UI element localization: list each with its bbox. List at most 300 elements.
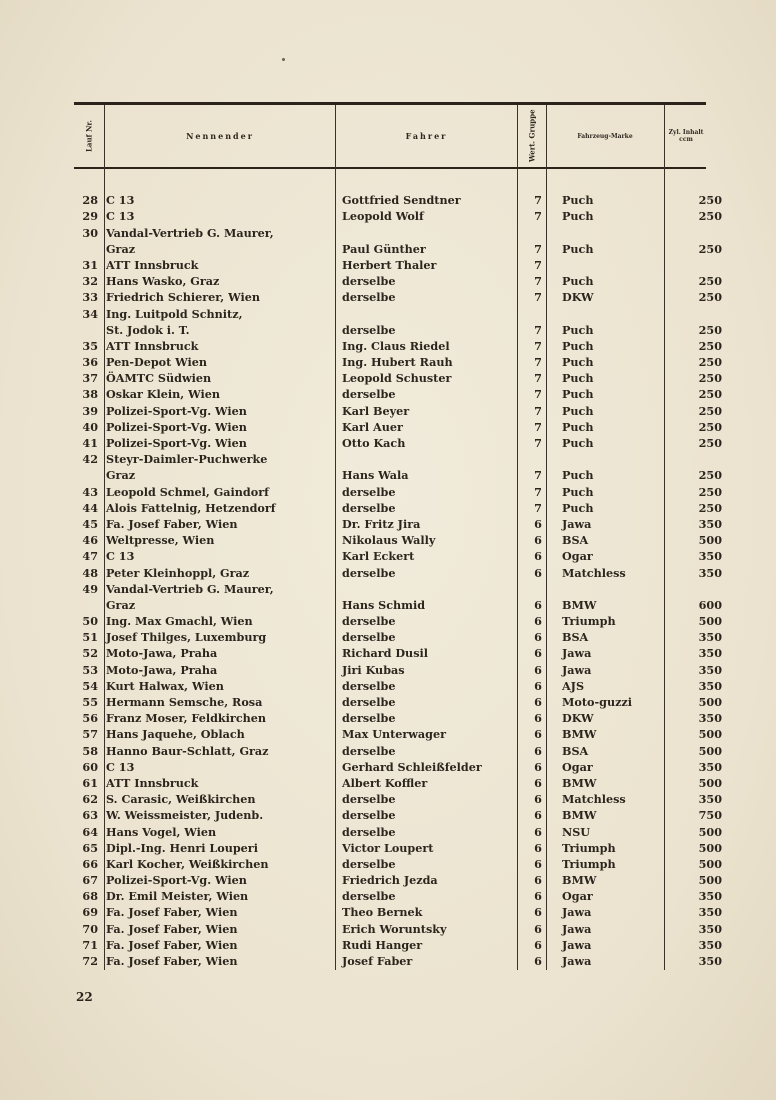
group-value: 6 (534, 678, 542, 693)
entrant-name: ATT Innsbruck (106, 775, 199, 790)
driver-name: Hans Wala (342, 468, 409, 483)
driver-name: derselbe (342, 792, 396, 807)
row-number: 71 (82, 937, 98, 952)
group-value: 6 (534, 646, 542, 661)
displacement-value: 500 (698, 614, 722, 629)
make-name: Triumph (562, 614, 616, 629)
table-row (74, 775, 726, 791)
make-name: AJS (562, 678, 585, 693)
displacement-value: 350 (698, 937, 722, 952)
make-name (552, 305, 680, 321)
driver-name: Ing. Hubert Rauh (342, 355, 453, 370)
make-name: Puch (562, 371, 594, 386)
make-name: Puch (562, 209, 594, 224)
entrant-name: Vandal-Vertrieb G. Maurer, (106, 225, 274, 240)
displacement-value: 250 (698, 484, 722, 499)
table-row (74, 629, 726, 645)
displacement-value: 350 (698, 889, 722, 904)
group-value: 6 (534, 792, 542, 807)
header-cc: Zyl. Inhalt ccm (668, 129, 704, 143)
table-row (74, 645, 726, 661)
group-value: 7 (534, 468, 542, 483)
table-row (74, 581, 726, 597)
table-row (74, 726, 726, 742)
header-nr: Lauf Nr. (84, 120, 94, 152)
make-name: Triumph (562, 856, 616, 871)
row-number: 46 (82, 533, 98, 548)
row-number: 39 (82, 403, 98, 418)
table-row (74, 224, 726, 240)
entrant-name: Polizei-Sport-Vg. Wien (106, 873, 247, 888)
group-value: 7 (534, 257, 542, 272)
driver-name: derselbe (342, 387, 396, 402)
row-number: 35 (82, 338, 98, 353)
make-name: Puch (562, 241, 594, 256)
table-row (74, 241, 726, 257)
displacement-value: 600 (698, 597, 722, 612)
row-number: 56 (82, 711, 98, 726)
table-row (74, 597, 726, 613)
entrant-name: Hermann Semsche, Rosa (106, 695, 263, 709)
make-name: Jawa (562, 516, 592, 531)
group-value: 6 (534, 775, 542, 790)
header-make: Fahrzeug-Marke (577, 132, 633, 140)
entry-list-table (74, 192, 726, 969)
displacement-value: 350 (698, 662, 722, 677)
table-row (74, 856, 726, 872)
make-name (552, 581, 680, 597)
group-value: 7 (534, 322, 542, 337)
entrant-name: Ing. Max Gmachl, Wien (106, 614, 253, 629)
header-entrant: Nennender (186, 131, 254, 141)
group-value: 6 (534, 695, 542, 709)
entrant-name: Fa. Josef Faber, Wien (106, 954, 238, 968)
row-number: 52 (82, 646, 98, 661)
row-number (74, 241, 104, 257)
table-row (74, 483, 726, 499)
displacement-value (680, 305, 726, 321)
make-name: Matchless (562, 792, 626, 807)
group-value: 6 (534, 808, 542, 823)
table-row (74, 192, 726, 208)
entrant-name: C 13 (106, 209, 135, 224)
displacement-value (680, 224, 726, 240)
driver-name: Richard Dusil (342, 646, 428, 661)
entrant-name: ATT Innsbruck (106, 338, 199, 353)
driver-name: derselbe (342, 614, 396, 629)
group-value: 7 (534, 419, 542, 434)
row-number: 48 (82, 565, 98, 580)
driver-name: Gottfried Sendtner (342, 193, 461, 208)
group-value: 7 (534, 290, 542, 305)
driver-name: Josef Faber (342, 954, 413, 968)
entrant-name: Vandal-Vertrieb G. Maurer, (106, 581, 274, 596)
entrant-name: C 13 (106, 759, 135, 774)
driver-name: Dr. Fritz Jira (342, 516, 421, 531)
displacement-value: 250 (698, 274, 722, 289)
entrant-name: Moto-Jawa, Praha (106, 662, 218, 677)
entrant-name: S. Carasic, Weißkirchen (106, 792, 256, 807)
table-row (74, 661, 726, 677)
driver-name: Leopold Wolf (342, 209, 424, 224)
row-number (74, 322, 104, 338)
table-row (74, 338, 726, 354)
driver-name: derselbe (342, 630, 396, 645)
page-number: 22 (76, 990, 93, 1004)
driver-name: Ing. Claus Riedel (342, 338, 450, 353)
driver-name: Jiri Kubas (342, 662, 405, 677)
group-value (524, 305, 552, 321)
table-row (74, 257, 726, 273)
driver-name: Friedrich Jezda (342, 873, 438, 888)
group-value: 6 (534, 614, 542, 629)
table-row (74, 904, 726, 920)
displacement-value: 500 (698, 533, 722, 548)
entrant-name: Friedrich Schierer, Wien (106, 290, 260, 305)
group-value: 6 (534, 549, 542, 564)
header-bottom-rule (74, 167, 706, 169)
make-name: Puch (562, 274, 594, 289)
make-name: Jawa (562, 662, 592, 677)
table-row (74, 678, 726, 694)
group-value: 7 (534, 193, 542, 208)
row-number: 47 (82, 549, 98, 564)
entrant-name: Peter Kleinhoppl, Graz (106, 565, 250, 580)
table-row (74, 208, 726, 224)
row-number: 62 (82, 792, 98, 807)
displacement-value: 350 (698, 711, 722, 726)
entrant-name: Steyr-Daimler-Puchwerke (106, 452, 268, 467)
group-value (524, 581, 552, 597)
group-value: 6 (534, 759, 542, 774)
row-number: 50 (82, 614, 98, 629)
entrant-name: Josef Thilges, Luxemburg (106, 630, 267, 645)
make-name: Puch (562, 193, 594, 208)
driver-name: derselbe (342, 565, 396, 580)
row-number: 40 (82, 419, 98, 434)
row-number: 41 (82, 436, 98, 450)
entrant-name: ÖAMTC Südwien (106, 371, 212, 386)
make-name (552, 451, 680, 467)
row-number: 42 (82, 452, 98, 467)
group-value: 6 (534, 662, 542, 677)
table-row (74, 888, 726, 904)
group-value: 7 (534, 371, 542, 386)
group-value: 6 (534, 565, 542, 580)
group-value: 6 (534, 954, 542, 968)
make-name: Puch (562, 500, 594, 515)
table-row (74, 840, 726, 856)
table-row (74, 435, 726, 451)
make-name: DKW (562, 711, 594, 726)
make-name: Puch (562, 436, 594, 450)
paper-speck (282, 58, 285, 61)
table-row (74, 564, 726, 580)
displacement-value (680, 581, 726, 597)
group-value: 7 (534, 338, 542, 353)
table-row (74, 791, 726, 807)
entrant-name: C 13 (106, 549, 135, 564)
row-number: 66 (82, 856, 98, 871)
table-row (74, 451, 726, 467)
displacement-value: 500 (698, 743, 722, 758)
entrant-name: C 13 (106, 193, 135, 208)
group-value: 6 (534, 533, 542, 548)
make-name: NSU (562, 824, 591, 839)
displacement-value: 250 (698, 355, 722, 370)
row-number: 67 (82, 873, 98, 888)
driver-name: derselbe (342, 322, 396, 337)
entrant-name: Hans Wasko, Graz (106, 274, 220, 289)
displacement-value (680, 257, 726, 273)
group-value: 7 (534, 500, 542, 515)
row-number: 57 (82, 727, 98, 742)
entrant-name: Kurt Halwax, Wien (106, 678, 224, 693)
header-group: Wert. Gruppe (527, 109, 537, 163)
row-number: 63 (82, 808, 98, 823)
row-number: 69 (82, 905, 98, 920)
driver-name: derselbe (342, 500, 396, 515)
driver-name: Erich Woruntsky (342, 921, 447, 936)
entrant-name: Polizei-Sport-Vg. Wien (106, 419, 247, 434)
entrant-name: Polizei-Sport-Vg. Wien (106, 403, 247, 418)
make-name: Jawa (562, 646, 592, 661)
table-row (74, 920, 726, 936)
header-driver: Fahrer (405, 131, 448, 141)
table-top-rule (74, 102, 706, 105)
make-name: Jawa (562, 937, 592, 952)
displacement-value: 250 (698, 468, 722, 483)
displacement-value: 250 (698, 290, 722, 305)
group-value: 6 (534, 840, 542, 855)
row-number: 72 (82, 954, 98, 968)
driver-name: Paul Günther (342, 241, 426, 256)
row-number: 70 (82, 921, 98, 936)
row-number: 54 (82, 678, 98, 693)
driver-name: derselbe (342, 743, 396, 758)
group-value: 6 (534, 889, 542, 904)
table-row (74, 370, 726, 386)
table-row (74, 354, 726, 370)
make-name: Triumph (562, 840, 616, 855)
row-number: 45 (82, 516, 98, 531)
table-row (74, 532, 726, 548)
table-row (74, 516, 726, 532)
row-number: 30 (82, 225, 98, 240)
entrant-name: Fa. Josef Faber, Wien (106, 937, 238, 952)
row-number: 65 (82, 840, 98, 855)
displacement-value: 500 (698, 856, 722, 871)
group-value: 6 (534, 905, 542, 920)
group-value: 6 (534, 630, 542, 645)
entrant-name: ATT Innsbruck (106, 257, 199, 272)
row-number: 61 (82, 775, 98, 790)
displacement-value: 500 (698, 695, 722, 709)
driver-name: derselbe (342, 824, 396, 839)
table-row (74, 710, 726, 726)
entrant-name: Dipl.-Ing. Henri Louperi (106, 840, 258, 855)
table-row (74, 613, 726, 629)
driver-name: derselbe (342, 274, 396, 289)
entrant-name: Alois Fattelnig, Hetzendorf (106, 500, 276, 515)
driver-name: Gerhard Schleißfelder (342, 759, 482, 774)
row-number: 34 (82, 306, 98, 321)
table-row (74, 953, 726, 969)
table-row (74, 759, 726, 775)
make-name: Ogar (562, 759, 593, 774)
row-number: 31 (82, 257, 98, 272)
displacement-value: 500 (698, 775, 722, 790)
displacement-value: 500 (698, 873, 722, 888)
make-name (552, 224, 680, 240)
group-value: 6 (534, 921, 542, 936)
table-row (74, 742, 726, 758)
displacement-value: 250 (698, 241, 722, 256)
displacement-value: 250 (698, 209, 722, 224)
make-name: BSA (562, 630, 589, 645)
displacement-value: 350 (698, 646, 722, 661)
row-number: 43 (82, 484, 98, 499)
table-row (74, 500, 726, 516)
entrant-name: Ing. Luitpold Schnitz, (106, 306, 243, 321)
displacement-value: 350 (698, 565, 722, 580)
entrant-name: Karl Kocher, Weißkirchen (106, 856, 269, 871)
entrant-name: Hanno Baur-Schlatt, Graz (106, 743, 269, 758)
displacement-value: 500 (698, 727, 722, 742)
driver-name: Karl Auer (342, 419, 403, 434)
driver-name: derselbe (342, 695, 396, 709)
group-value: 6 (534, 873, 542, 888)
driver-name (333, 451, 524, 467)
make-name: BMW (562, 775, 597, 790)
entrant-name: Hans Vogel, Wien (106, 824, 217, 839)
row-number: 37 (82, 371, 98, 386)
displacement-value: 250 (698, 436, 722, 450)
entrant-name: Fa. Josef Faber, Wien (106, 516, 238, 531)
driver-name: Victor Loupert (342, 840, 434, 855)
make-name: Moto-guzzi (562, 695, 633, 709)
row-number: 32 (82, 274, 98, 289)
row-number (74, 467, 104, 483)
make-name: DKW (562, 290, 594, 305)
group-value: 7 (534, 436, 542, 450)
row-number (74, 597, 104, 613)
make-name: Jawa (562, 921, 592, 936)
entrant-name: W. Weissmeister, Judenb. (106, 808, 264, 823)
table-row (74, 402, 726, 418)
table-row (74, 807, 726, 823)
entrant-name: Graz (106, 468, 136, 483)
driver-name: derselbe (342, 808, 396, 823)
driver-name: derselbe (342, 484, 396, 499)
driver-name (333, 224, 524, 240)
entrant-name: Franz Moser, Feldkirchen (106, 711, 267, 726)
table-row (74, 419, 726, 435)
make-name (552, 257, 680, 273)
driver-name (333, 581, 524, 597)
make-name: Puch (562, 338, 594, 353)
group-value: 7 (534, 387, 542, 402)
displacement-value: 250 (698, 322, 722, 337)
table-row (74, 322, 726, 338)
displacement-value: 250 (698, 338, 722, 353)
group-value: 6 (534, 711, 542, 726)
displacement-value: 250 (698, 500, 722, 515)
row-number: 68 (82, 889, 98, 904)
driver-name: Albert Koffler (342, 775, 428, 790)
table-row (74, 937, 726, 953)
group-value (524, 451, 552, 467)
group-value: 6 (534, 727, 542, 742)
group-value: 6 (534, 856, 542, 871)
driver-name: derselbe (342, 856, 396, 871)
driver-name: Karl Eckert (342, 549, 415, 564)
displacement-value: 350 (698, 921, 722, 936)
displacement-value: 350 (698, 905, 722, 920)
group-value: 7 (534, 484, 542, 499)
table-row (74, 289, 726, 305)
displacement-value: 250 (698, 403, 722, 418)
entrant-name: St. Jodok i. T. (106, 322, 190, 337)
entrant-name: Graz (106, 597, 136, 612)
table-row (74, 548, 726, 564)
row-number: 36 (82, 355, 98, 370)
table-row (74, 467, 726, 483)
row-number: 55 (82, 695, 98, 709)
make-name: Ogar (562, 549, 593, 564)
driver-name: derselbe (342, 711, 396, 726)
displacement-value (680, 451, 726, 467)
group-value: 6 (534, 743, 542, 758)
displacement-value: 250 (698, 371, 722, 386)
table-row (74, 386, 726, 402)
entrant-name: Dr. Emil Meister, Wien (106, 889, 249, 904)
driver-name: Leopold Schuster (342, 371, 452, 386)
make-name: BSA (562, 743, 589, 758)
make-name: BMW (562, 727, 597, 742)
row-number: 60 (82, 759, 98, 774)
displacement-value: 350 (698, 549, 722, 564)
displacement-value: 350 (698, 954, 722, 968)
make-name: Puch (562, 468, 594, 483)
driver-name: Karl Beyer (342, 403, 410, 418)
row-number: 33 (82, 290, 98, 305)
driver-name: Herbert Thaler (342, 257, 437, 272)
driver-name: Nikolaus Wally (342, 533, 436, 548)
displacement-value: 250 (698, 387, 722, 402)
driver-name: Max Unterwager (342, 727, 446, 742)
make-name: Jawa (562, 954, 592, 968)
entrant-name: Fa. Josef Faber, Wien (106, 921, 238, 936)
make-name: Puch (562, 484, 594, 499)
make-name: Puch (562, 355, 594, 370)
row-number: 51 (82, 630, 98, 645)
displacement-value: 350 (698, 516, 722, 531)
driver-name: Hans Schmid (342, 597, 426, 612)
entrant-name: Polizei-Sport-Vg. Wien (106, 436, 247, 450)
group-value (524, 224, 552, 240)
driver-name: derselbe (342, 889, 396, 904)
row-number: 58 (82, 743, 98, 758)
entrant-name: Weltpresse, Wien (106, 533, 215, 548)
table-row (74, 273, 726, 289)
displacement-value: 500 (698, 840, 722, 855)
group-value: 6 (534, 597, 542, 612)
make-name: Jawa (562, 905, 592, 920)
row-number: 29 (82, 209, 98, 224)
table-row (74, 305, 726, 321)
displacement-value: 350 (698, 630, 722, 645)
